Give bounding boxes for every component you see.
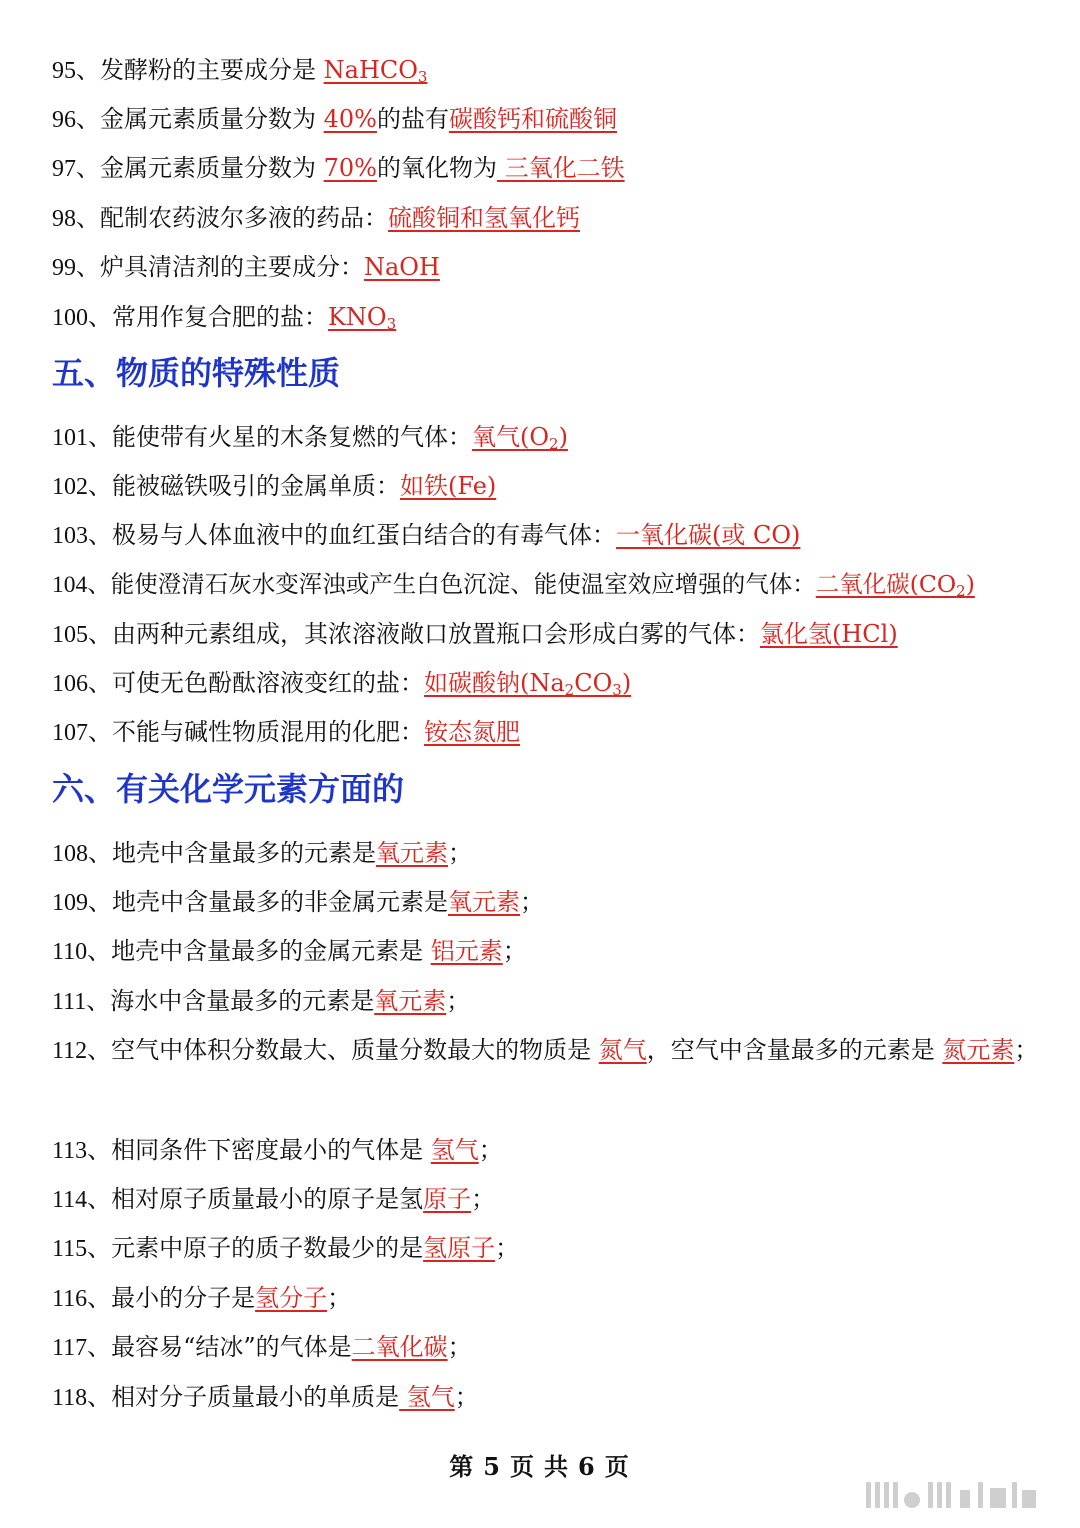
answer: 氮元素 (942, 1036, 1015, 1064)
list-item (52, 1233, 1040, 1264)
item-number: 113、 (52, 1138, 112, 1164)
item-text: 炉具清洁剂的主要成分： (100, 253, 364, 281)
item-text: 相对分子质量最小的单质是 (111, 1383, 400, 1411)
punctuation: ； (327, 1284, 352, 1312)
item-text: 地壳中含量最多的元素是 (112, 839, 376, 867)
answer: 硫酸铜和氢氧化钙 (388, 204, 580, 232)
answer: 二氧化碳$(CO_2)$ (815, 570, 975, 600)
answer: $KNO_3$ (328, 303, 397, 333)
answer: 如碳酸钠$(Na_2CO_3)$ (424, 669, 632, 699)
list-item (52, 302, 1040, 333)
item-text: 发酵粉的主要成分是 (100, 56, 324, 84)
item-text: 的氧化物为 (376, 154, 497, 182)
item-text: 地壳中含量最多的金属元素是 (111, 937, 431, 965)
list-item (52, 1135, 1040, 1166)
answer: 铝元素 (430, 937, 503, 965)
item-text: 地壳中含量最多的非金属元素是 (112, 888, 448, 916)
item-text: 常用作复合肥的盐： (112, 303, 328, 331)
answer: 40% (323, 105, 377, 133)
item-text: 最容易“结冰”的气体是 (111, 1333, 352, 1361)
list-item (52, 717, 1040, 748)
item-text: 海水中含量最多的元素是 (110, 987, 375, 1015)
answer: 氮气 (598, 1036, 647, 1064)
list-item (52, 153, 1040, 184)
list-item (52, 1025, 1040, 1076)
item-number: 114、 (52, 1187, 112, 1213)
list-item (52, 619, 1040, 650)
list-item (52, 203, 1040, 234)
punctuation: ； (478, 1136, 503, 1164)
list-item (52, 1184, 1040, 1215)
item-number: 108、 (52, 841, 112, 867)
list-item (52, 471, 1040, 502)
answer: 氧元素 (376, 839, 448, 867)
section-heading: 五、物质的特殊性质 (52, 354, 341, 392)
item-text: 的盐有 (376, 105, 449, 133)
answer: 如铁(Fe) (400, 472, 497, 500)
section-heading: 六、有关化学元素方面的 (52, 770, 405, 808)
item-text: 元素中原子的质子数最少的是 (111, 1234, 424, 1262)
list-item (52, 422, 1040, 453)
page-footer: 第 5 页 共 6 页 (449, 1452, 631, 1481)
list-item (52, 252, 1040, 283)
punctuation: ； (502, 937, 527, 965)
item-number: 97、 (52, 156, 100, 182)
punctuation: ； (520, 888, 544, 916)
item-number: 104、 (52, 572, 111, 598)
list-item (52, 104, 1040, 135)
list-item (52, 55, 1040, 86)
answer: 氢原子 (423, 1234, 496, 1262)
item-number: 117、 (52, 1335, 112, 1361)
item-number: 102、 (52, 474, 112, 500)
punctuation: ； (471, 1185, 496, 1213)
list-item (52, 986, 1040, 1017)
item-number: 107、 (52, 720, 112, 746)
answer: 碳酸钙和硫酸铜 (448, 105, 617, 133)
list-item (52, 520, 1040, 551)
punctuation: ； (448, 839, 472, 867)
answer: 原子 (423, 1185, 472, 1213)
item-number: 118、 (52, 1385, 112, 1411)
item-text: 金属元素质量分数为 (100, 154, 324, 182)
item-number: 112、 (52, 1038, 112, 1064)
answer: NaOH (364, 253, 440, 281)
list-item (52, 668, 1040, 699)
watermark-logo-icon (860, 1476, 1060, 1516)
answer: 氧元素 (448, 888, 520, 916)
item-text: 相对原子质量最小的原子是氢 (111, 1185, 424, 1213)
answer: 铵态氮肥 (424, 718, 520, 746)
punctuation: ； (495, 1234, 520, 1262)
item-number: 109、 (52, 890, 112, 916)
item-text: 极易与人体血液中的血红蛋白结合的有毒气体： (112, 521, 616, 549)
item-number: 103、 (52, 523, 112, 549)
answer: 一氧化碳(或 CO) (616, 521, 801, 549)
answer: 氢气 (399, 1383, 455, 1411)
item-number: 101、 (52, 425, 112, 451)
punctuation: ； (454, 1383, 479, 1411)
item-text: 最小的分子是 (111, 1284, 256, 1312)
list-item (52, 569, 1040, 600)
item-text: ，空气中含量最多的元素是 (646, 1036, 943, 1064)
item-number: 115、 (52, 1236, 112, 1262)
item-text: 可使无色酚酞溶液变红的盐： (112, 669, 424, 697)
answer: 70% (323, 154, 377, 182)
item-number: 110、 (52, 939, 112, 965)
item-text: 配制农药波尔多液的药品： (100, 204, 388, 232)
answer: 氧元素 (374, 987, 447, 1015)
punctuation: ； (447, 1333, 472, 1361)
list-item (52, 1283, 1040, 1314)
list-item (52, 838, 1040, 869)
punctuation: ； (1014, 1036, 1039, 1064)
answer: NaHCO$_3$ (323, 56, 428, 86)
item-text: 空气中体积分数最大、质量分数最大的物质是 (111, 1036, 599, 1064)
item-text: 金属元素质量分数为 (100, 105, 324, 133)
answer: 氢气 (430, 1136, 479, 1164)
item-number: 99、 (52, 255, 100, 281)
item-text: 相同条件下密度最小的气体是 (111, 1136, 431, 1164)
item-text: 能使澄清石灰水变浑浊或产生白色沉淀、能使温室效应增强的气体： (110, 570, 816, 598)
item-number: 96、 (52, 107, 100, 133)
answer: 三氧化二铁 (496, 154, 625, 182)
item-text: 能被磁铁吸引的金属单质： (112, 472, 400, 500)
item-number: 116、 (52, 1286, 112, 1312)
item-text: 由两种元素组成，其浓溶液敞口放置瓶口会形成白雾的气体： (112, 620, 760, 648)
list-item (52, 887, 1040, 918)
item-number: 111、 (52, 989, 111, 1015)
answer: 二氧化碳 (351, 1333, 448, 1361)
punctuation: ； (446, 987, 471, 1015)
item-number: 95、 (52, 58, 100, 84)
answer: 氯化氢(HCl) (760, 620, 898, 648)
item-text: 不能与碱性物质混用的化肥： (112, 718, 424, 746)
answer: 氧气$(O_2)$ (472, 423, 568, 453)
item-number: 100、 (52, 305, 112, 331)
answer: 氢分子 (255, 1284, 328, 1312)
item-number: 106、 (52, 671, 112, 697)
item-number: 98、 (52, 206, 100, 232)
item-text: 能使带有火星的木条复燃的气体： (112, 423, 472, 451)
list-item (52, 1332, 1040, 1363)
list-item (52, 936, 1040, 967)
list-item (52, 1382, 1040, 1413)
item-number: 105、 (52, 622, 112, 648)
